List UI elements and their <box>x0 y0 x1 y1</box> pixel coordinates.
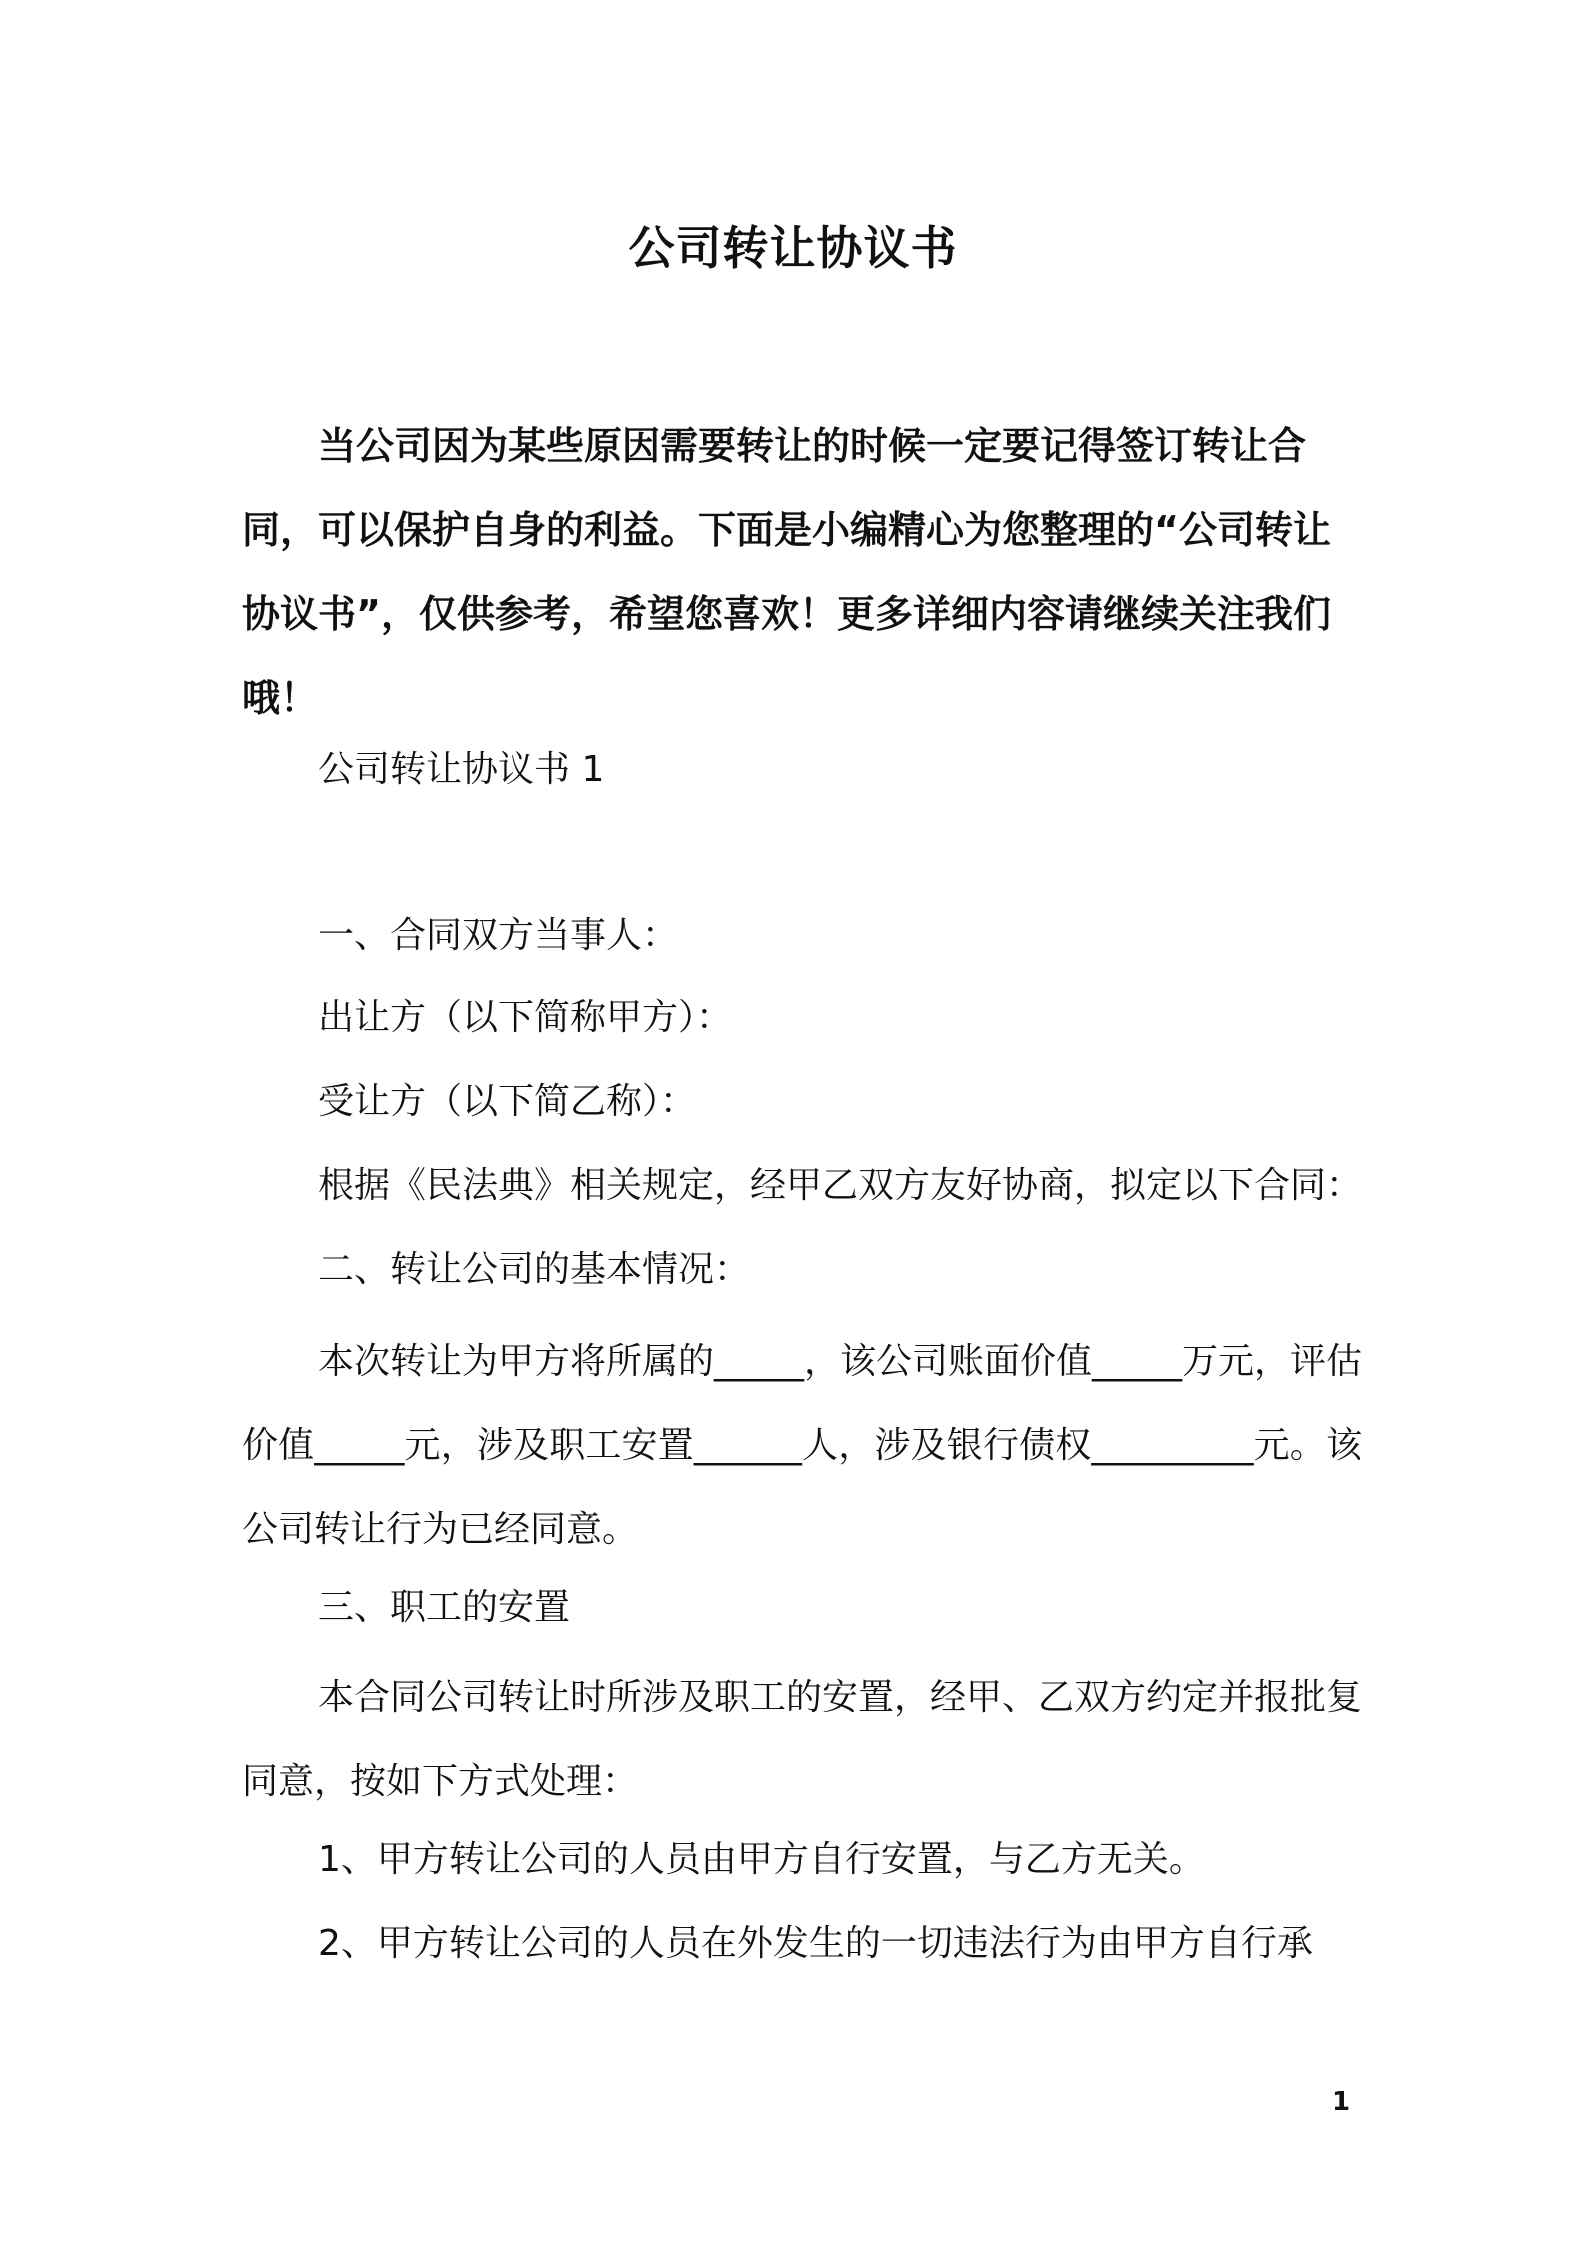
transferee-line: 受让方（以下简乙称）： <box>318 1081 697 1122</box>
page-number: 1 <box>1332 2087 1351 2117</box>
staff-item-1: 1、甲方转让公司的人员由甲方自行安置，与乙方无关。 <box>318 1839 1205 1880</box>
staff-paragraph: 本合同公司转让时所涉及职工的安置，经甲、乙双方约定并报批复同意，按如下方式处理： <box>242 1677 1363 1802</box>
legal-basis-line: 根据《民法典》相关规定，经甲乙双方友好协商，拟定以下合同： <box>318 1165 1363 1206</box>
clause-parties-heading: 一、合同双方当事人： <box>318 915 679 956</box>
section-title: 公司转让协议书 1 <box>318 749 605 790</box>
clause-staff-heading: 三、职工的安置 <box>318 1587 571 1628</box>
intro-paragraph: 当公司因为某些原因需要转让的时候一定要记得签订转让合同，可以保护自身的利益。下面是小编精心为您整理的“公司转让协议书”，仅供参考，希望您喜欢！更多详细内容请继续关注我们哦！ <box>242 424 1331 720</box>
document-title: 公司转让协议书 <box>628 221 958 275</box>
basic-info-paragraph: 本次转让为甲方将所属的_____，该公司账面价值_____万元，评估价值_____元，涉及职工安置______人，涉及银行债权_________元。该公司转让行为已经同意。 <box>242 1341 1363 1550</box>
staff-item-2: 2、甲方转让公司的人员在外发生的一切违法行为由甲方自行承 <box>318 1923 1313 1964</box>
transferor-line: 出让方（以下简称甲方）： <box>318 997 733 1038</box>
clause-basic-info-heading: 二、转让公司的基本情况： <box>318 1249 751 1290</box>
